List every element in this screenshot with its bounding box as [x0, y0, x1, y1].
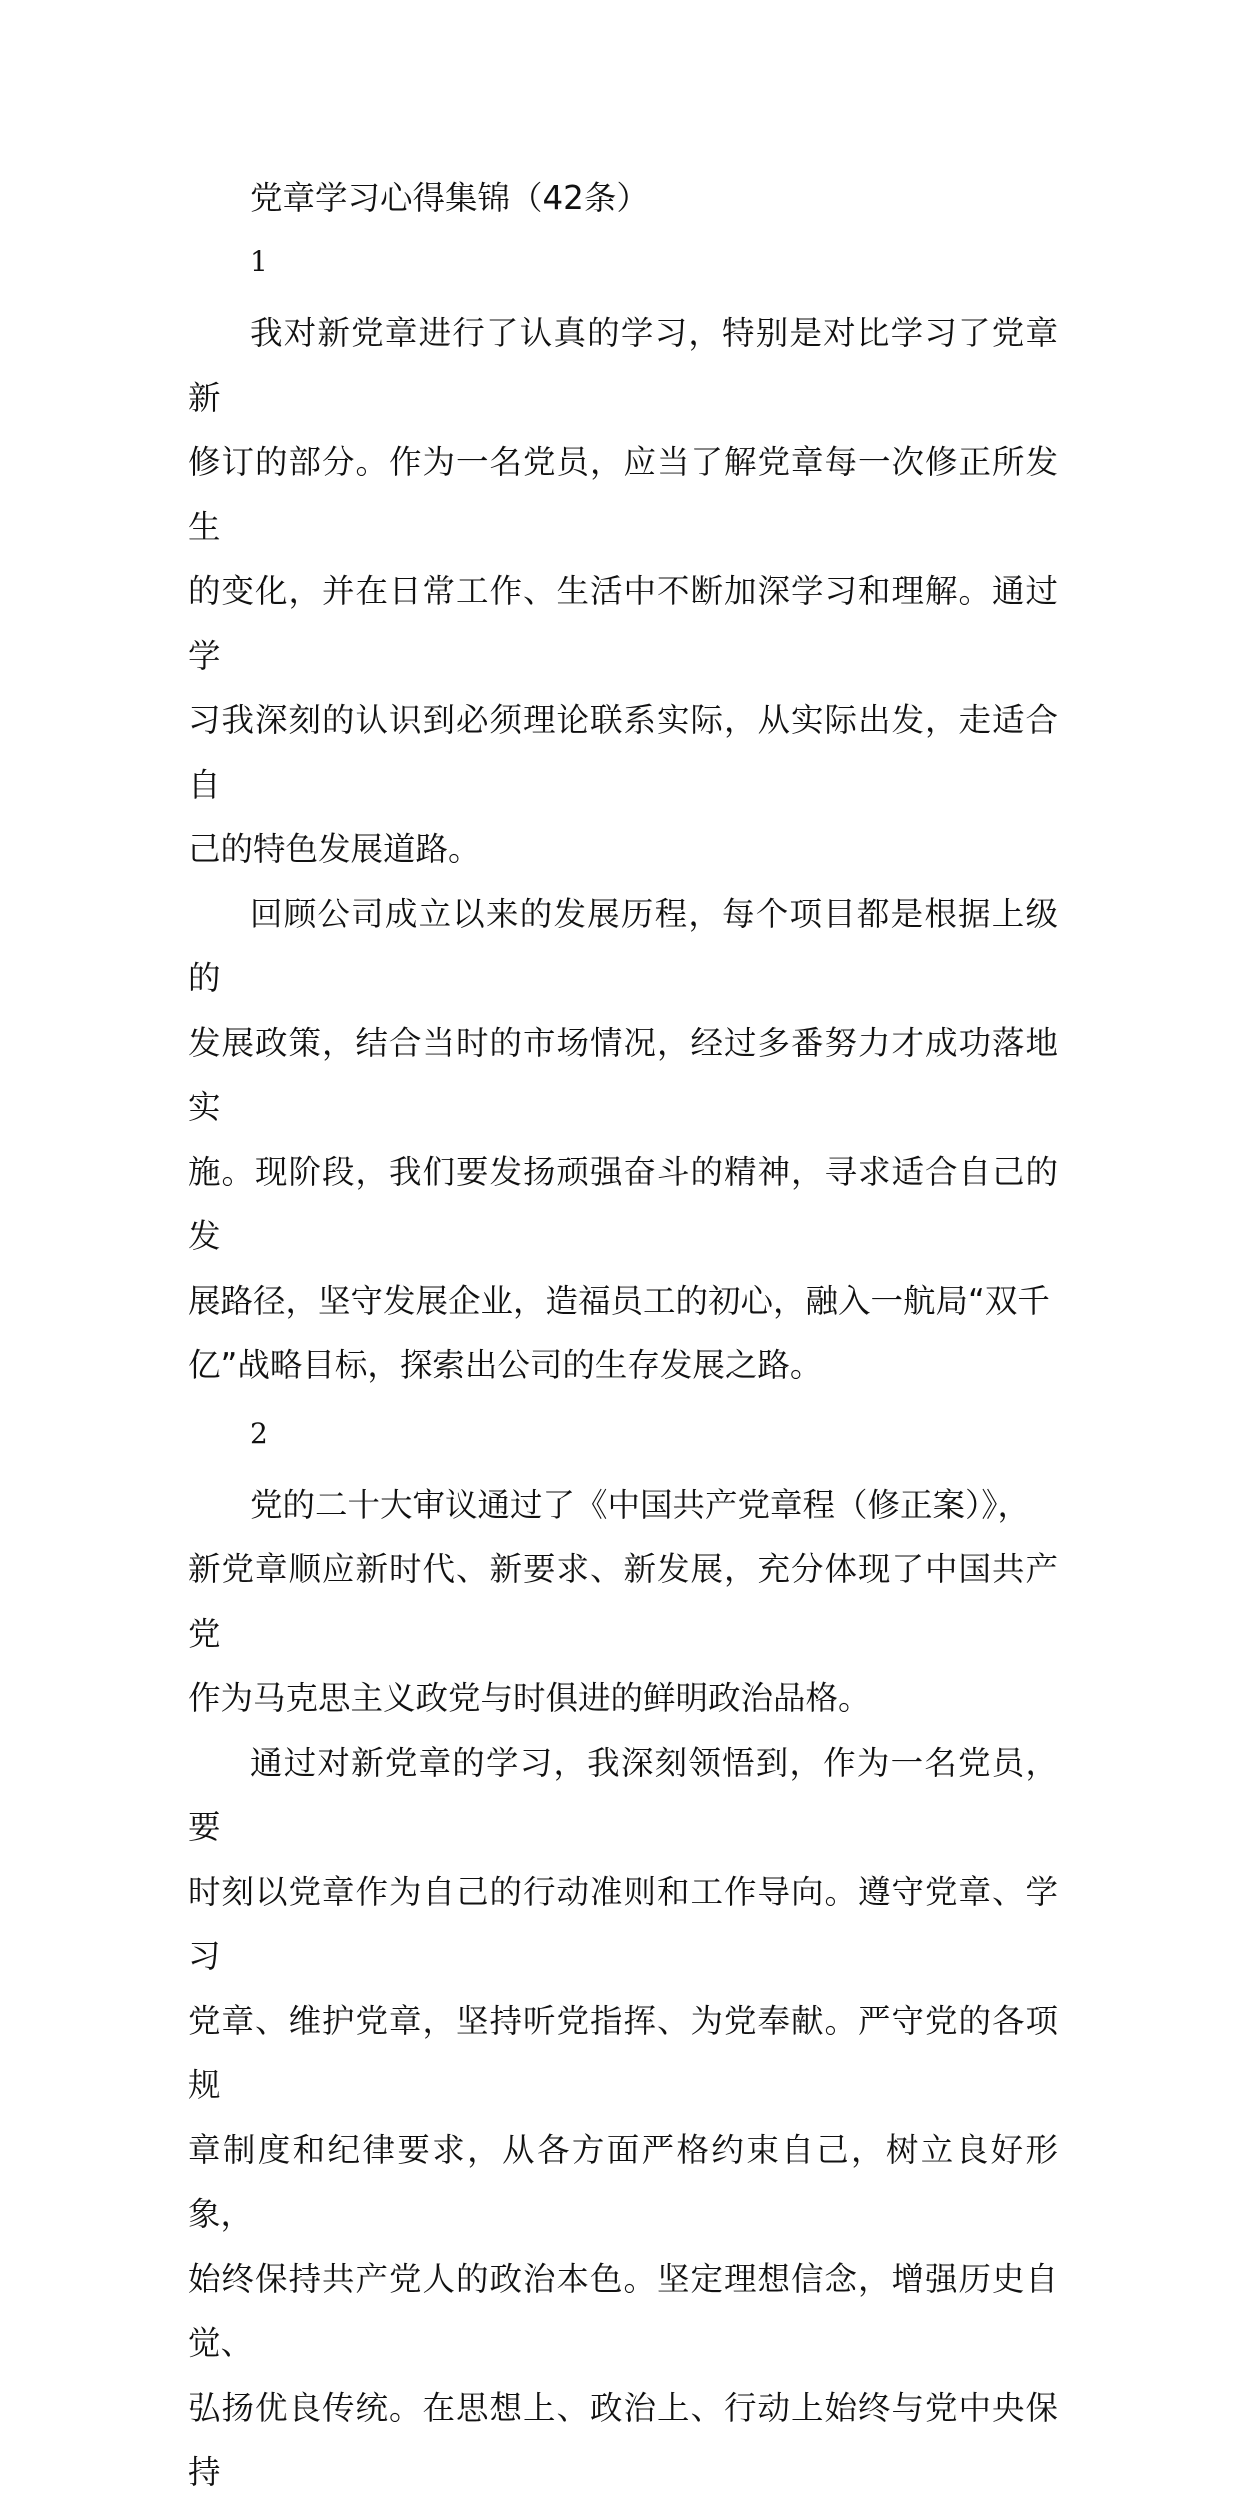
- section-number: 2: [250, 1416, 268, 1450]
- paragraph: 通过对新党章的学习，我深刻领悟到，作为一名党员，要 时刻以党章作为自己的行动准则和工作导向。遵守党章、学习 党章、维护党章，坚持听党指挥、为党奉献。严守党的各项规 章制度和纪律要求，从各方面严格约束自己，树立良好形象， 始终保持共产党人的政治本色。坚定理想信念，增强历史自觉、 弘扬优良传统。在思想上、政治上、行动上始终与党中央保持: [188, 1743, 1058, 2491]
- paragraph: 我对新党章进行了认真的学习，特别是对比学习了党章新 修订的部分。作为一名党员，应当了解党章每一次修正所发生 的变化，并在日常工作、生活中不断加深学习和理解。通过学 习我深刻的认识到必须理论联系实际，从实际出发，走适合自 己的特色发展道路。: [188, 314, 1058, 868]
- section-number: 1: [250, 245, 268, 278]
- paragraph: 党的二十大审议通过了《中国共产党章程（修正案）》， 新党章顺应新时代、新要求、新发展，充分体现了中国共产党 作为马克思主义政党与时俱进的鲜明政治品格。: [188, 1485, 1058, 1717]
- paragraph: 回顾公司成立以来的发展历程，每个项目都是根据上级的 发展政策，结合当时的市场情况，经过多番努力才成功落地实 施。现阶段，我们要发扬顽强奋斗的精神，寻求适合自己的发 展路径，坚守发展企业，造福员工的初心，融入一航局“双千 亿”战略目标，探索出公司的生存发展之路。: [188, 894, 1058, 1384]
- document-page: [188, 170, 1058, 2505]
- document-title: 党章学习心得集锦（42条）: [250, 179, 649, 217]
